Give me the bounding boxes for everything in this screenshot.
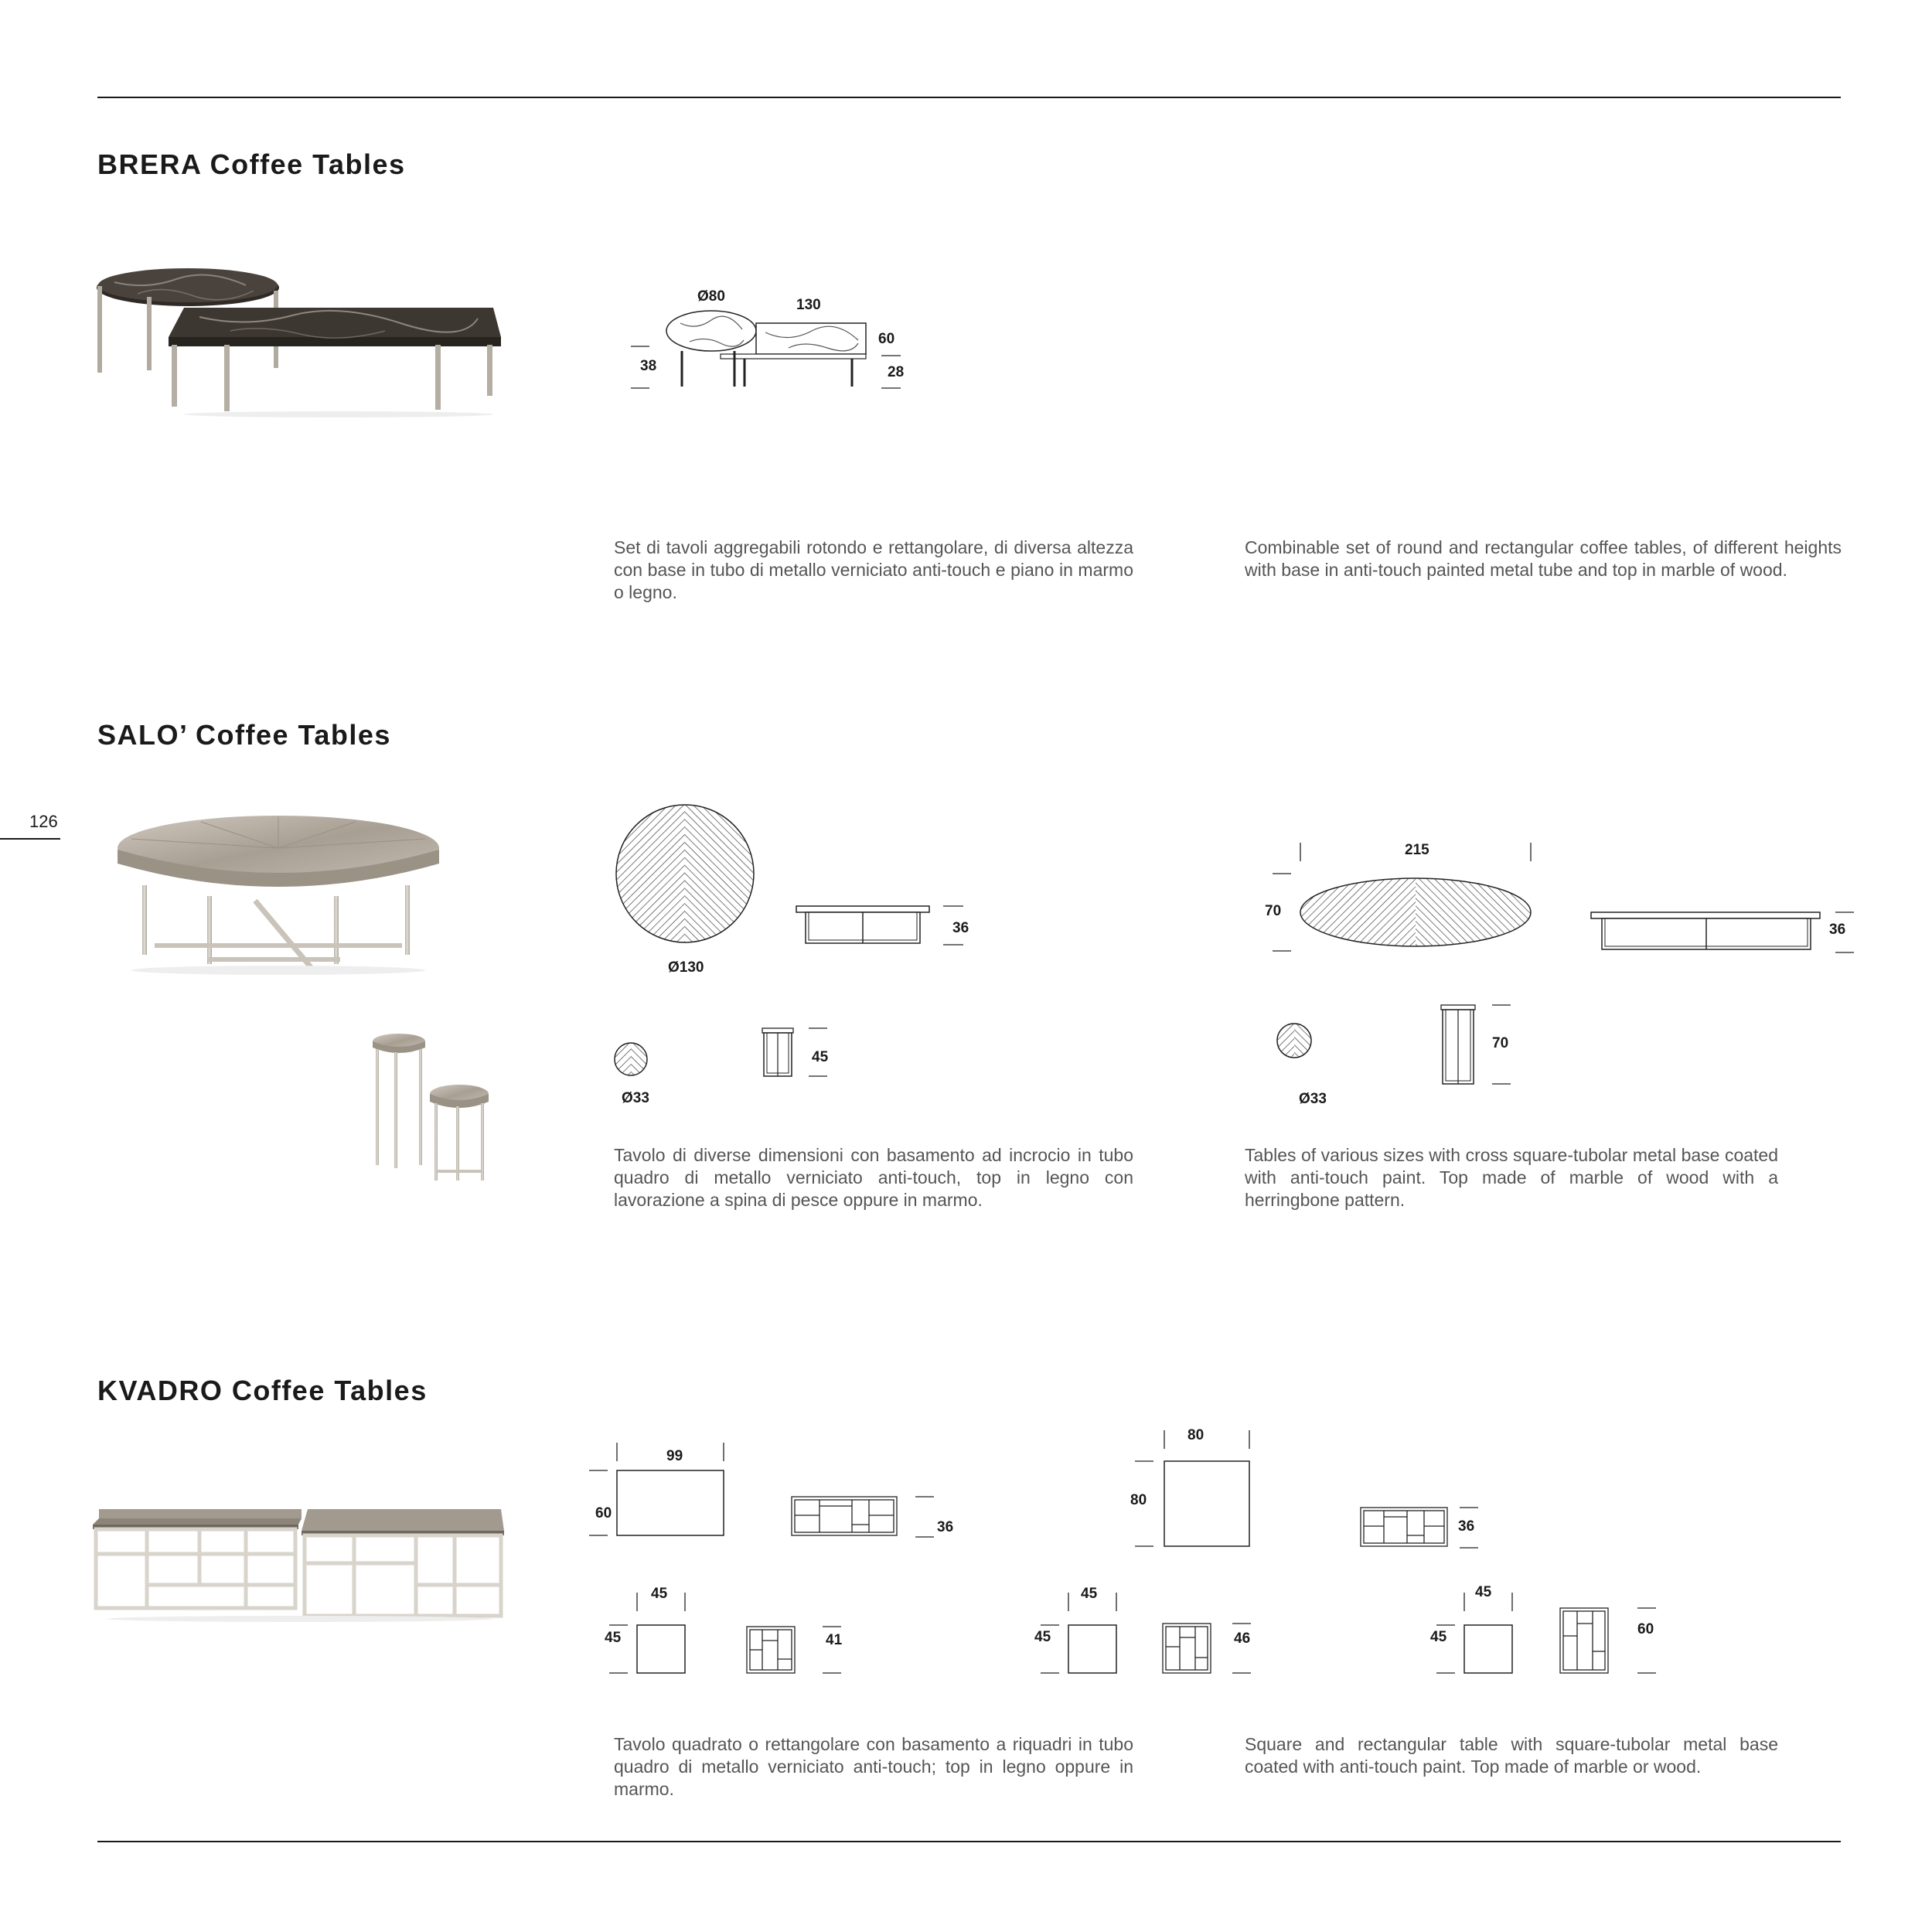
brera-dim-width: 60	[878, 331, 895, 347]
brera-desc-en: Combinable set of round and rectangular coffee tables, of different heights with base in anti-touch painted metal tube and top in marble of wood.	[1245, 537, 1842, 580]
salo-photo-small	[363, 1032, 495, 1187]
brera-rect-top	[756, 323, 866, 354]
salo-dim-round-height: 36	[952, 920, 969, 936]
salo-round-top-view	[616, 805, 754, 942]
kvadro-dim-rect-length: 99	[666, 1448, 683, 1464]
brera-dim-height-round: 38	[640, 358, 657, 374]
kvadro-dim-s3-depth: 45	[1430, 1629, 1447, 1645]
page-number-rule	[0, 838, 60, 840]
salo-oval-drawing	[1260, 843, 1863, 1090]
brera-dim-diameter: Ø80	[697, 288, 725, 305]
bottom-rule	[97, 1841, 1841, 1842]
kvadro-small1-elevation	[747, 1627, 795, 1673]
kvadro-dim-square-height: 36	[1458, 1518, 1475, 1535]
brera-drawing	[634, 309, 874, 394]
kvadro-dim-s3-length: 45	[1475, 1584, 1492, 1600]
kvadro-square-top-view	[1164, 1461, 1249, 1546]
brera-title: BRERA Coffee Tables	[97, 148, 406, 180]
kvadro-small1-top-view	[637, 1625, 685, 1673]
kvadro-dim-s1-depth: 45	[605, 1630, 622, 1646]
salo-small-top-view-b	[1277, 1024, 1311, 1058]
kvadro-dim-rect-height: 36	[937, 1519, 954, 1535]
salo-oval-elevation	[1591, 912, 1854, 952]
kvadro-small3-top-view	[1464, 1625, 1512, 1673]
salo-dim-oval-height: 36	[1829, 922, 1846, 938]
kvadro-rect-top-view	[617, 1470, 724, 1535]
salo-dim-small-height-b: 70	[1492, 1035, 1509, 1051]
salo-dim-oval-width: 70	[1265, 903, 1282, 919]
salo-photo-large	[108, 816, 448, 978]
kvadro-dim-s2-depth: 45	[1034, 1629, 1051, 1645]
kvadro-title: KVADRO Coffee Tables	[97, 1375, 428, 1406]
kvadro-small2-top-view	[1068, 1625, 1116, 1673]
brera-dim-length: 130	[796, 297, 821, 313]
salo-oval-top-view	[1300, 878, 1531, 946]
kvadro-desc-en: Square and rectangular table with square-tubolar metal base coated with anti-touch paint. Top made of marble or wood.	[1245, 1734, 1778, 1777]
salo-dim-small-diameter-b: Ø33	[1299, 1091, 1327, 1107]
kvadro-square-drawing	[1132, 1427, 1487, 1554]
kvadro-dim-s1-height: 41	[826, 1632, 843, 1648]
kvadro-dim-s3-height: 60	[1637, 1621, 1654, 1637]
salo-dim-oval-length: 215	[1405, 842, 1429, 858]
brera-round-top	[666, 311, 756, 351]
kvadro-desc-it: Tavolo quadrato o rettangolare con basamento a riquadri in tubo quadro di metallo verniciato anti-touch; top in legno oppure in marmo.	[614, 1734, 1133, 1799]
salo-desc-it: Tavolo di diverse dimensioni con basamento ad incrocio in tubo quadro di metallo verniciato anti-touch, top in legno con lavorazione a spina di pesce oppure in marmo.	[614, 1145, 1133, 1210]
brera-photo	[91, 263, 501, 417]
brera-desc-it: Set di tavoli aggregabili rotondo e rettangolare, di diversa altezza con base in tubo di metallo verniciato anti-touch e piano in marmo o legno.	[614, 537, 1133, 602]
salo-dim-small-height-a: 45	[812, 1049, 829, 1065]
salo-small-top-view-a	[615, 1043, 647, 1075]
kvadro-small2-elevation	[1163, 1624, 1211, 1673]
salo-title: SALO’ Coffee Tables	[97, 719, 391, 751]
kvadro-square-elevation	[1361, 1508, 1447, 1546]
kvadro-dim-square-depth: 80	[1130, 1492, 1147, 1508]
salo-dim-round-diameter: Ø130	[668, 959, 704, 976]
kvadro-small3-elevation	[1560, 1608, 1608, 1673]
kvadro-rect-drawing	[588, 1438, 943, 1546]
salo-dim-small-diameter-a: Ø33	[622, 1090, 649, 1106]
salo-round-elevation	[796, 906, 963, 945]
kvadro-dim-s1-length: 45	[651, 1586, 668, 1602]
salo-round-drawing	[615, 804, 979, 1082]
top-rule	[97, 97, 1841, 98]
kvadro-dim-s2-length: 45	[1081, 1586, 1098, 1602]
kvadro-photo	[91, 1508, 509, 1624]
page-number: 126	[29, 812, 58, 831]
kvadro-dim-s2-height: 46	[1234, 1630, 1251, 1647]
kvadro-dim-rect-depth: 60	[595, 1505, 612, 1521]
kvadro-rect-elevation	[792, 1497, 897, 1535]
salo-desc-en: Tables of various sizes with cross square-tubolar metal base coated with anti-touch paint. Top made of marble of wood with a herringbone pattern.	[1245, 1145, 1778, 1210]
brera-dim-height-rect: 28	[888, 364, 905, 380]
kvadro-small1-drawing	[603, 1593, 858, 1678]
kvadro-dim-square-length: 80	[1187, 1427, 1205, 1443]
